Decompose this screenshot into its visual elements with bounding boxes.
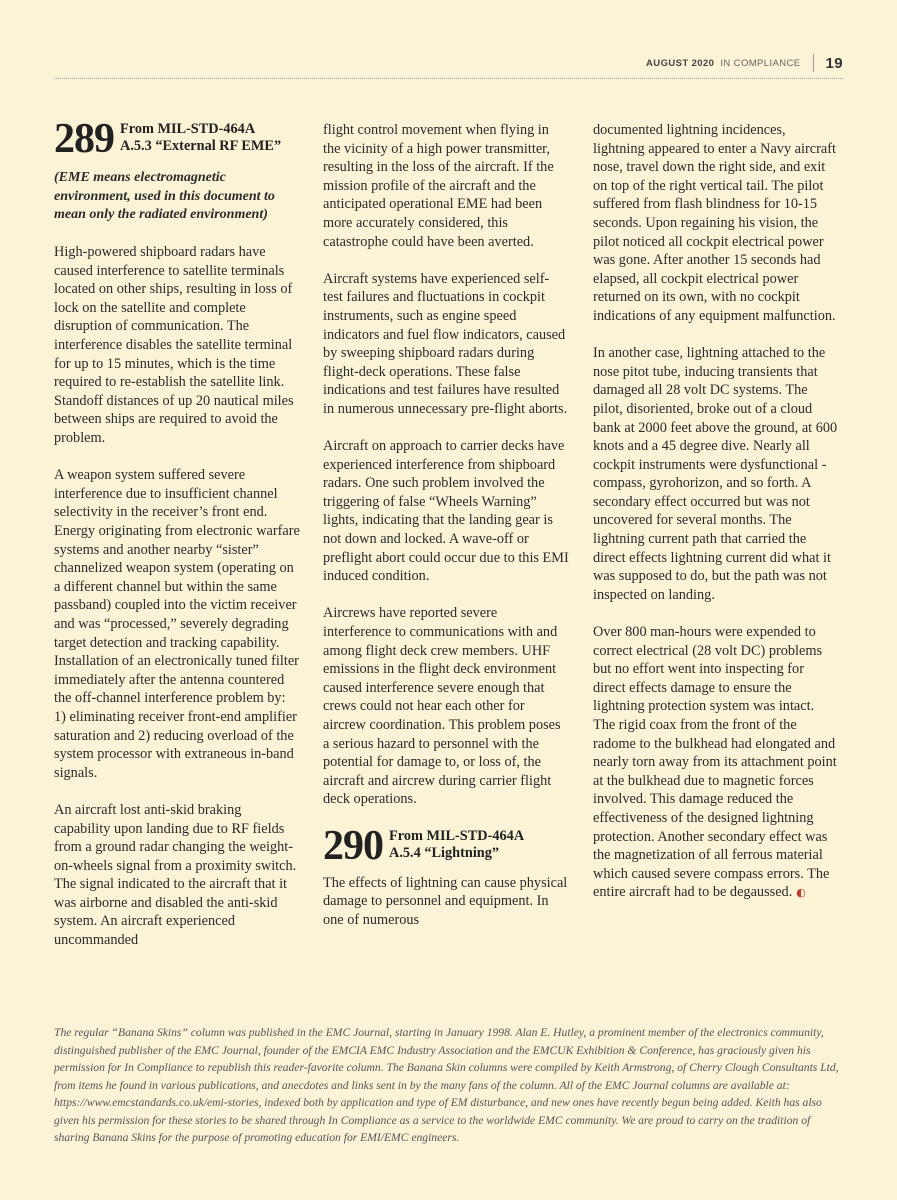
paragraph: High-powered shipboard radars have caused interference to satellite terminals located on other ships, resulting in loss of lock on the satellite and complete disruption of communication. The interference disables the satellite terminal for up to 15 minutes, which is the time required to re-establish the satellite link. Standoff distances of up 20 nautical miles between ships are required to avoid the problem. xyxy=(54,244,294,447)
entry-290-number: 290 xyxy=(323,822,383,869)
magazine-name: IN COMPLIANCE xyxy=(720,57,801,69)
paragraph: flight control movement when flying in the vicinity of a high power transmitter, resulting in the loss of the aircraft. If the mission profile of the aircraft and the anticipated operational EME had been more accurately considered, this catastrophe could have been averted. xyxy=(323,122,554,250)
column-2 xyxy=(323,121,569,948)
paragraph: Aircraft systems have experienced self-test failures and fluctuations in cockpit instruments, such as engine speed indicators and fuel flow indicators, caused by sweeping shipboard radars during flight-deck operations. These false indications and test failures have resulted in numerous unnecessary pre-flight aborts. xyxy=(323,270,568,417)
paragraph: An aircraft lost anti-skid braking capability upon landing due to RF fields from a ground radar changing the weight-on-wheels signal from a proximity switch. The signal indicated to the aircraft that it was airborne and disabled the anti-skid system. An aircraft experienced uncommanded xyxy=(54,801,297,949)
paragraph: Aircrews have reported severe interference to communications with and among flight deck crew members. UHF emissions in the flight deck environment caused interference severe enough that crews could not hear each other for aircrew coordination. This problem poses a serious hazard to personnel with the potential for damage to, or loss of, the aircraft and aircrew during carrier flight deck operations. xyxy=(323,605,561,808)
entry-290-title xyxy=(389,828,524,862)
end-of-article-icon: ◐ xyxy=(796,886,806,900)
paragraph: The effects of lightning can cause physical damage to personnel and equipment. In one of numerous xyxy=(323,874,568,928)
header-divider xyxy=(813,54,814,72)
entry-289-note: (EME means electromagnetic environment, used in this document to mean only the radiated environment) xyxy=(54,170,275,222)
entry-290-title-line1: From MIL-STD-464A xyxy=(389,827,525,844)
column-credit-footer: The regular “Banana Skins” column was published in the EMC Journal, starting in January 1998. Alan E. Hutley, a prominent member of the electronics community, distinguished publisher of the EMC Journal, founder of the EMCIA EMC Industry Association and the EMCUK Exhibition & Conference, has graciously given his permission for In Compliance to republish this reader-favorite column. The Banana Skin columns were compiled by Keith Armstrong, of Cherry Clough Consultants Ltd, from items he found in various publications, and anecdotes and links sent in by the many fans of the column. All of the EMC Journal columns are available at: https://www.emcstandards.co.uk/emi-stories, indexed both by application and type of EM disturbance, and new ones have recently begun being added. Keith has also given his permission for these stories to be shared through In Compliance as a service to the worldwide EMC community. We are proud to carry on the tradition of sharing Banana Skins for the purpose of promoting education for EMI/EMC engineers. xyxy=(54,1026,839,1144)
entry-289-number: 289 xyxy=(54,116,114,162)
final-paragraph-text: Over 800 man-hours were expended to correct electrical (28 volt DC) problems but no effort went into inspecting for direct effects damage to ensure the lightning protection system was intact. The rigid coax from the front of the radome to the bulkhead had elongated and nearly torn away from its attachment point at the bulkhead due to magnetic forces involved. This damage reduced the effectiveness of the designed lightning protection. Another secondary effect was the magnetization of all ferrous material which caused severe compass errors. The entire aircraft had to be degaussed. xyxy=(593,624,837,901)
page-number: 19 xyxy=(825,54,843,72)
entry-290-title-line2: A.5.4 “Lightning” xyxy=(389,844,500,861)
page-header xyxy=(646,54,843,72)
paragraph: A weapon system suffered severe interference due to insufficient channel selectivity in the receiver’s front end. Energy originating from electronic warfare systems and another nearby “sister” channelized weapon system (operating on a different channel but within the same passband) coupled into the victim receiver and was “processed,” severely degrading target detection and tracking capability. Installation of an electronically tuned filter immediately after the antenna countered the off-channel interference problem by: 1) eliminating receiver front-end amplifier saturation and 2) reducing overload of the system processor with extraneous in-band signals. xyxy=(54,467,300,781)
issue-date: AUGUST 2020 xyxy=(646,57,715,69)
entry-289-heading xyxy=(54,116,300,162)
column-1 xyxy=(54,116,300,968)
entry-289-title xyxy=(120,121,281,155)
paragraph: In another case, lightning attached to the nose pitot tube, inducing transients that damaged all 28 volt DC systems. The pilot, disoriented, broke out of a cloud bank at 2000 feet above the ground, at 600 knots and a 45 degree dive. Nearly all cockpit instruments were dysfunctional - compass, gyrohorizon, and so forth. A secondary effect occurred but was not uncovered for several months. The lightning current path that carried the direct effects lightning current did what it was supposed to do, but the path was not inspected on landing. xyxy=(593,345,838,603)
entry-289-title-line1: From MIL-STD-464A xyxy=(120,121,256,137)
header-dotted-rule xyxy=(54,78,843,79)
entry-290-heading xyxy=(323,822,569,869)
column-3 xyxy=(593,121,839,922)
entry-289-title-line2: A.5.3 “External RF EME” xyxy=(120,138,282,154)
paragraph: documented lightning incidences, lightning appeared to enter a Navy aircraft nose, travel down the right side, and exit on top of the right vertical tail. The pilot suffered from flash blindness for 10-15 seconds. Upon regaining his vision, the pilot noticed all cockpit electrical power was gone. After another 15 seconds had elapsed, all cockpit electrical power returned on its own, with no cockpit indications of any equipment malfunction. xyxy=(593,122,836,324)
paragraph: Aircraft on approach to carrier decks have experienced interference from shipboard radars. One such problem involved the triggering of false “Wheels Warning” lights, indicating that the landing gear is not down and locked. A wave-off or preflight abort could occur due to this EMI induced condition. xyxy=(323,438,569,585)
final-paragraph xyxy=(593,623,839,903)
